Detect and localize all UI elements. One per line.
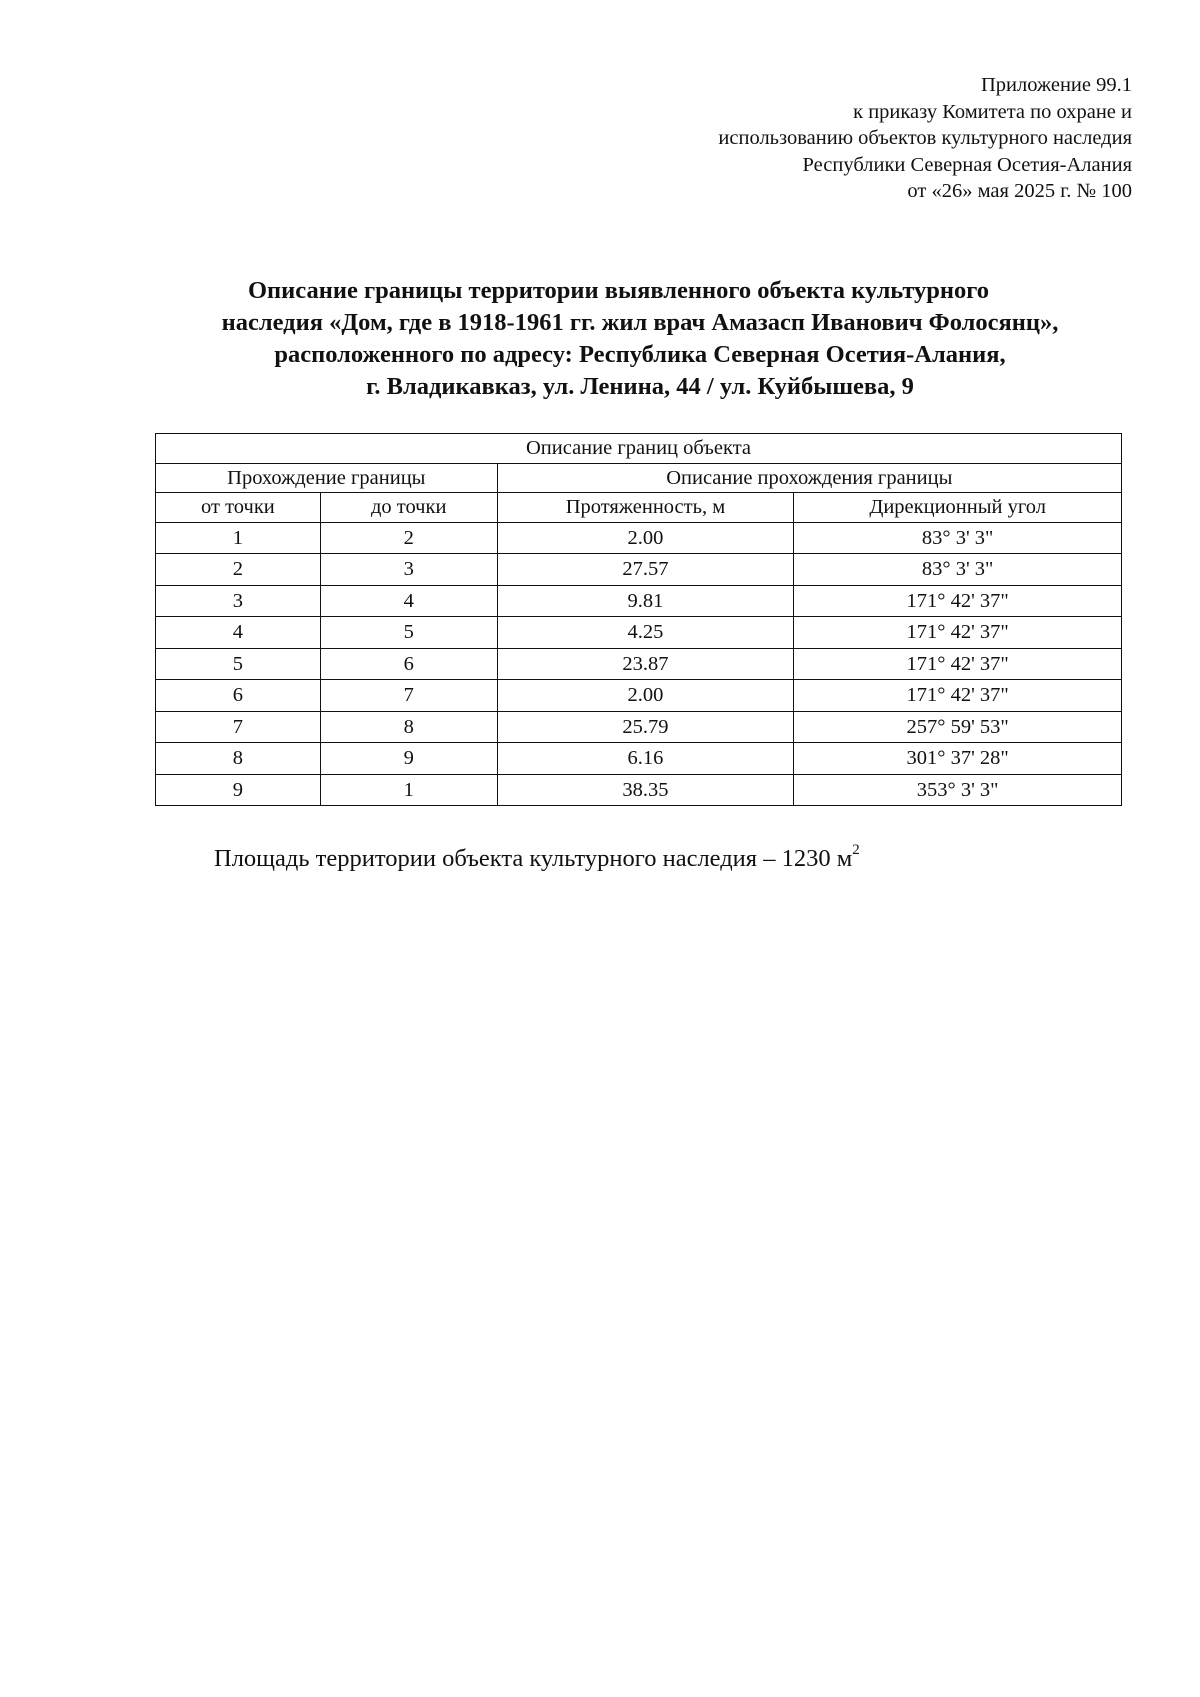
table-cell: 171° 42' 37": [794, 680, 1122, 712]
table-row: [156, 617, 1122, 649]
appendix-line: Приложение 99.1: [980, 74, 1132, 96]
table-row: [156, 680, 1122, 712]
title-line: Описание границы территории выявленного объекта культурного: [248, 277, 990, 304]
table-cell: 4: [320, 585, 497, 617]
column-header: от точки: [156, 493, 321, 523]
table-cell: 9: [320, 743, 497, 775]
area-text: Площадь территории объекта культурного наследия – 1230 м: [214, 845, 853, 873]
appendix-line: от «26» мая 2025 г. № 100: [907, 180, 1132, 202]
group-header-right: Описание прохождения границы: [497, 463, 1121, 493]
table-cell: 8: [320, 711, 497, 743]
table-cell: 3: [156, 585, 321, 617]
table-cell: 83° 3' 3": [794, 554, 1122, 586]
table-cell: 7: [320, 680, 497, 712]
area-statement: [214, 842, 860, 873]
table-row: [156, 554, 1122, 586]
table-row: [156, 743, 1122, 775]
table-cell: 2.00: [497, 522, 794, 554]
area-unit-superscript: 2: [852, 842, 860, 858]
table-cell: 171° 42' 37": [794, 648, 1122, 680]
table-cell: 25.79: [497, 711, 794, 743]
table-cell: 8: [156, 743, 321, 775]
table-cell: 2: [320, 522, 497, 554]
table-row: [156, 585, 1122, 617]
table-cell: 257° 59' 53": [794, 711, 1122, 743]
table-row: [156, 522, 1122, 554]
table-cell: 4.25: [497, 617, 794, 649]
title-line: г. Владикавказ, ул. Ленина, 44 / ул. Куйбышева, 9: [366, 373, 914, 400]
table-cell: 2.00: [497, 680, 794, 712]
table-cell: 5: [156, 648, 321, 680]
table-cell: 6.16: [497, 743, 794, 775]
table-cell: 353° 3' 3": [794, 774, 1122, 806]
title-line: наследия «Дом, где в 1918-1961 гг. жил врач Амазасп Иванович Фолосянц»,: [221, 309, 1059, 336]
table-cell: 2: [156, 554, 321, 586]
document-title: [140, 275, 1140, 403]
table-cell: 38.35: [497, 774, 794, 806]
column-header: Протяженность, м: [497, 493, 794, 523]
table-cell: 1: [156, 522, 321, 554]
table-cell: 171° 42' 37": [794, 617, 1122, 649]
table-cell: 7: [156, 711, 321, 743]
table-cell: 1: [320, 774, 497, 806]
table-cell: 301° 37' 28": [794, 743, 1122, 775]
title-line: расположенного по адресу: Республика Северная Осетия-Алания,: [274, 341, 1006, 368]
appendix-header: [718, 72, 1132, 205]
table-row: [156, 774, 1122, 806]
appendix-line: к приказу Комитета по охране и: [853, 100, 1132, 123]
column-header: Дирекционный угол: [794, 493, 1122, 523]
boundary-table: [155, 433, 1122, 806]
table-caption: Описание границ объекта: [156, 434, 1122, 464]
table-cell: 9: [156, 774, 321, 806]
table-cell: 6: [156, 680, 321, 712]
column-header: до точки: [320, 493, 497, 523]
table-row: [156, 648, 1122, 680]
table-cell: 3: [320, 554, 497, 586]
table-cell: 5: [320, 617, 497, 649]
table-cell: 83° 3' 3": [794, 522, 1122, 554]
table-cell: 9.81: [497, 585, 794, 617]
table-cell: 171° 42' 37": [794, 585, 1122, 617]
appendix-line: Республики Северная Осетия-Алания: [802, 153, 1132, 176]
table-cell: 6: [320, 648, 497, 680]
table-cell: 27.57: [497, 554, 794, 586]
table-cell: 4: [156, 617, 321, 649]
table-row: [156, 711, 1122, 743]
table-cell: 23.87: [497, 648, 794, 680]
appendix-line: использованию объектов культурного наследия: [718, 127, 1132, 149]
group-header-left: Прохождение границы: [156, 463, 498, 493]
